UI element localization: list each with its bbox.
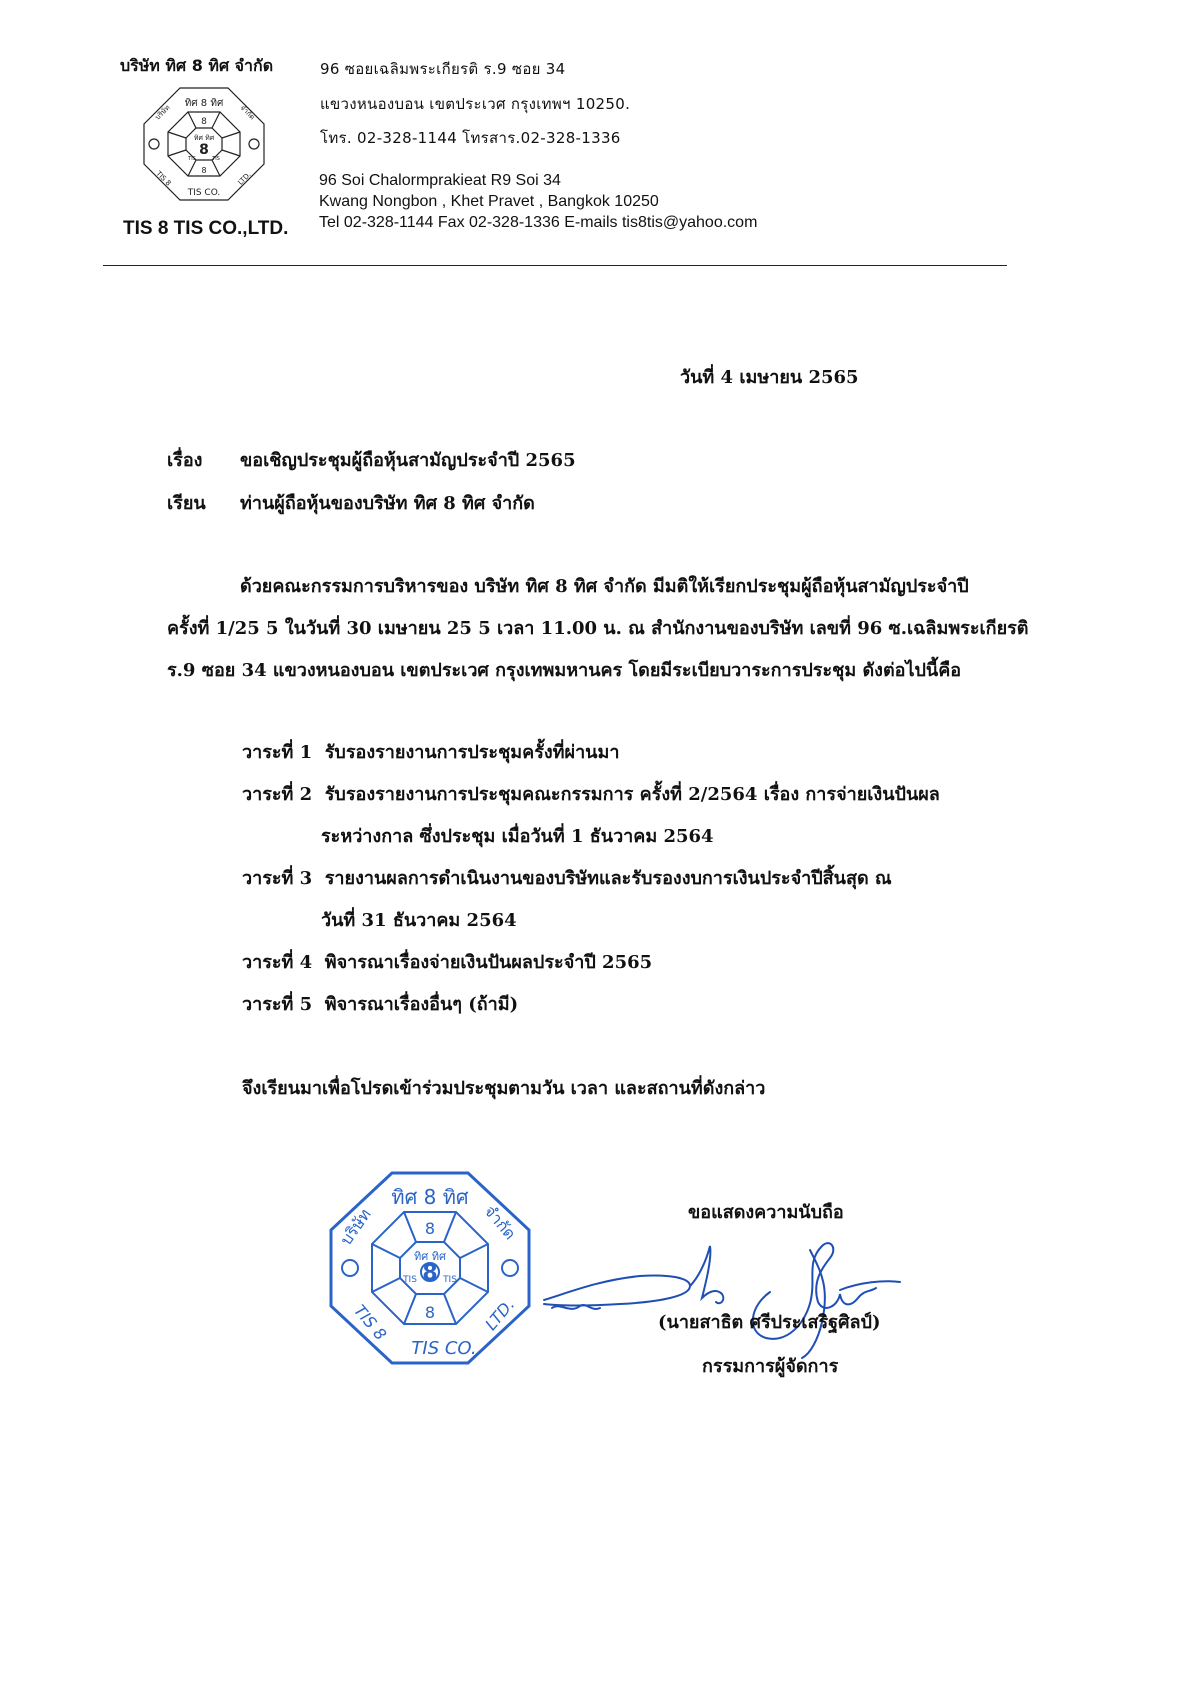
agenda-label: วาระที่ 2	[242, 784, 313, 805]
agenda-item-2	[242, 779, 940, 808]
body-paragraph-line-3: ร.9 ซอย 34 แขวงหนองบอน เขตประเวศ กรุงเทพมหานคร โดยมีระเบียบวาระการประชุม ดังต่อไปนี้คือ	[167, 660, 962, 681]
recipient-label: เรียน	[167, 493, 206, 514]
svg-text:TIS: TIS	[403, 1275, 417, 1285]
svg-text:8: 8	[424, 1303, 436, 1322]
svg-text:TIS: TIS	[443, 1275, 457, 1285]
letter-date: วันที่ 4 เมษายน 2565	[680, 367, 859, 388]
address-en-line-1: 96 Soi Chalormprakieat R9 Soi 34	[319, 172, 561, 189]
body-paragraph-line-1: ด้วยคณะกรรมการบริหารของ บริษัท ทิศ 8 ทิศ จำกัด มีมติให้เรียกประชุมผู้ถือหุ้นสามัญประจำปี	[240, 576, 969, 597]
signer-title: กรรมการผู้จัดการ	[702, 1356, 839, 1377]
agenda-item-1	[242, 737, 619, 766]
svg-text:TIS: TIS	[212, 156, 220, 162]
svg-text:TIS CO.: TIS CO.	[187, 188, 221, 198]
agenda-item-3-continued: วันที่ 31 ธันวาคม 2564	[321, 910, 517, 931]
svg-text:จำกัด: จำกัด	[238, 103, 257, 122]
company-name-en: TIS 8 TIS CO.,LTD.	[123, 218, 289, 239]
closing-line: จึงเรียนมาเพื่อโปรดเข้าร่วมประชุมตามวัน เวลา และสถานที่ดังกล่าว	[242, 1078, 766, 1099]
svg-text:ทิศ 8 ทิศ: ทิศ 8 ทิศ	[391, 1185, 469, 1209]
svg-text:8: 8	[199, 142, 209, 158]
company-logo-icon	[140, 84, 268, 204]
address-en-line-2: Kwang Nongbon , Khet Pravet , Bangkok 10250	[319, 193, 659, 210]
svg-text:ทิศ ทิศ: ทิศ ทิศ	[414, 1250, 446, 1263]
address-th-line-3: โทร. 02-328-1144 โทรสาร.02-328-1336	[320, 129, 621, 147]
address-th-line-2: แขวงหนองบอน เขตประเวศ กรุงเทพฯ 10250.	[320, 95, 631, 113]
agenda-text: พิจารณาเรื่องอื่นๆ (ถ้ามี)	[324, 994, 519, 1015]
agenda-label: วาระที่ 1	[242, 742, 313, 763]
letterhead-divider	[103, 265, 1007, 266]
svg-text:ทิศ ทิศ: ทิศ ทิศ	[193, 134, 215, 142]
agenda-item-2-continued: ระหว่างกาล ซึ่งประชุม เมื่อวันที่ 1 ธันวาคม 2564	[321, 826, 714, 847]
signer-name: (นายสาธิต ศรีประเสริฐศิลป์)	[658, 1312, 881, 1333]
svg-text:TIS: TIS	[188, 156, 196, 162]
agenda-label: วาระที่ 5	[242, 994, 313, 1015]
svg-text:TIS 8: TIS 8	[154, 169, 173, 188]
subject-label: เรื่อง	[167, 450, 203, 471]
company-name-th: บริษัท ทิศ 8 ทิศ จำกัด	[120, 56, 274, 75]
body-paragraph-line-2: ครั้งที่ 1/25 5 ในวันที่ 30 เมษายน 25 5 เวลา 11.00 น. ณ สำนักงานของบริษัท เลขที่ 96 ซ.เฉลิมพระเกียรติ	[167, 618, 1029, 639]
svg-text:บริษัท: บริษัท	[153, 103, 172, 122]
agenda-text: พิจารณาเรื่องจ่ายเงินปันผลประจำปี 2565	[324, 952, 653, 973]
address-th-line-1: 96 ซอยเฉลิมพระเกียรติ ร.9 ซอย 34	[320, 60, 566, 78]
recipient-text: ท่านผู้ถือหุ้นของบริษัท ทิศ 8 ทิศ จำกัด	[240, 493, 535, 514]
agenda-label: วาระที่ 4	[242, 952, 313, 973]
regards-text: ขอแสดงความนับถือ	[688, 1202, 844, 1223]
svg-text:8: 8	[201, 117, 207, 127]
svg-text:8: 8	[201, 166, 207, 175]
signature-icon	[540, 1222, 930, 1362]
agenda-text: รับรองรายงานการประชุมคณะกรรมการ ครั้งที่ 2/2564 เรื่อง การจ่ายเงินปันผล	[324, 784, 940, 805]
agenda-label: วาระที่ 3	[242, 868, 313, 889]
agenda-item-5	[242, 989, 518, 1018]
svg-text:ทิศ 8 ทิศ: ทิศ 8 ทิศ	[184, 98, 224, 109]
svg-text:8: 8	[424, 1219, 436, 1238]
agenda-text: รับรองรายงานการประชุมครั้งที่ผ่านมา	[324, 742, 620, 763]
address-en-line-3: Tel 02-328-1144 Fax 02-328-1336 E-mails tis8tis@yahoo.com	[319, 214, 758, 231]
svg-text:บริษัท: บริษัท	[336, 1205, 375, 1249]
svg-text:TIS CO.: TIS CO.	[411, 1338, 477, 1359]
agenda-item-3	[242, 863, 892, 892]
svg-text:TIS 8: TIS 8	[350, 1301, 391, 1344]
svg-text:LTD.: LTD.	[481, 1294, 519, 1334]
agenda-item-4	[242, 947, 652, 976]
subject-text: ขอเชิญประชุมผู้ถือหุ้นสามัญประจำปี 2565	[240, 450, 576, 471]
agenda-text: รายงานผลการดำเนินงานของบริษัทและรับรองงบการเงินประจำปีสิ้นสุด ณ	[324, 868, 892, 889]
company-stamp-icon	[326, 1168, 534, 1368]
svg-text:จำกัด: จำกัด	[480, 1201, 520, 1244]
svg-text:8: 8	[422, 1261, 438, 1286]
svg-text:LTD.: LTD.	[236, 170, 253, 187]
